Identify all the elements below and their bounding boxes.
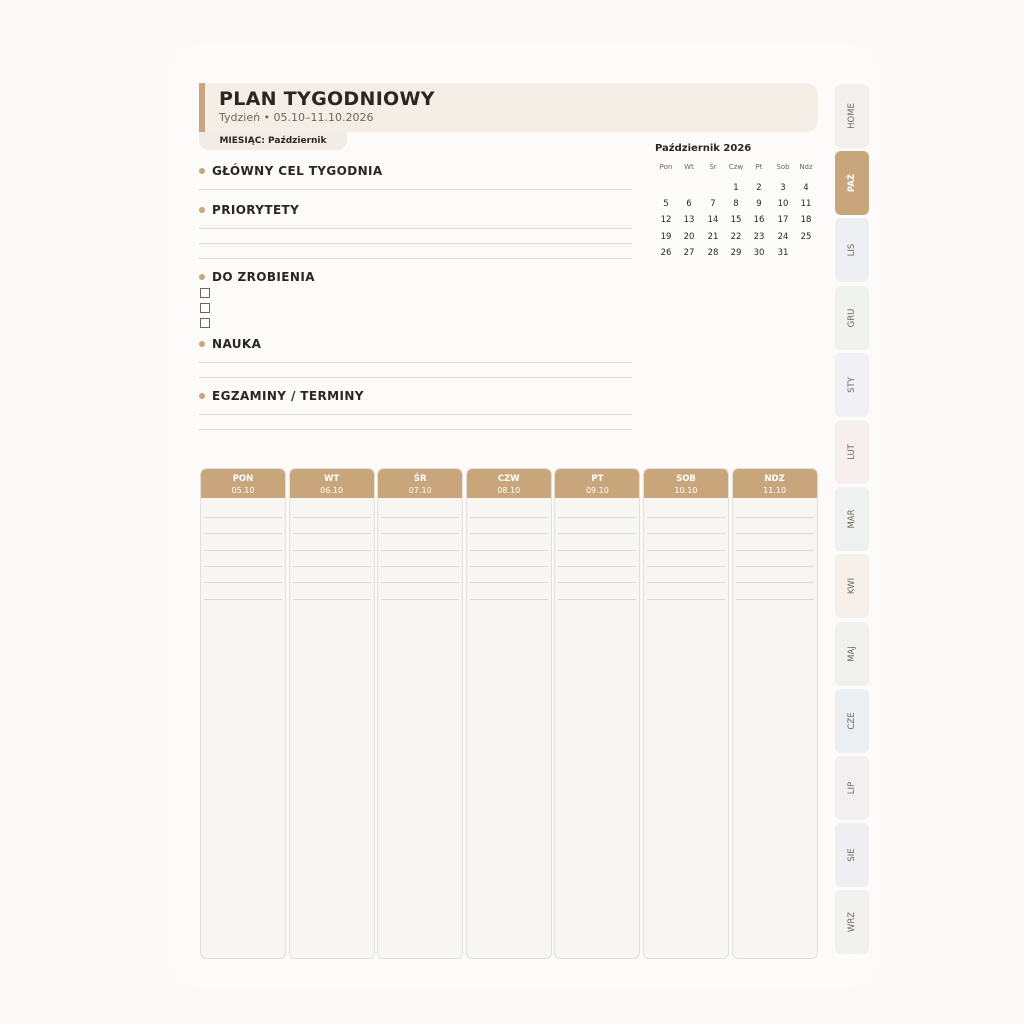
note-line[interactable] bbox=[558, 550, 636, 551]
calendar-day[interactable]: 13 bbox=[683, 215, 695, 226]
tab-month[interactable] bbox=[835, 622, 869, 686]
calendar-day[interactable]: 7 bbox=[710, 199, 716, 210]
mini-calendar-title: Październik 2026 bbox=[655, 143, 752, 154]
bullet-icon bbox=[199, 341, 205, 347]
calendar-day[interactable]: 15 bbox=[730, 215, 742, 226]
tab-month[interactable] bbox=[835, 151, 869, 215]
tab-month[interactable] bbox=[835, 554, 869, 618]
day-name: PON bbox=[232, 474, 254, 484]
note-line[interactable] bbox=[204, 550, 282, 551]
study-line[interactable] bbox=[199, 377, 632, 378]
day-column[interactable] bbox=[732, 468, 818, 959]
calendar-day[interactable]: 14 bbox=[707, 215, 719, 226]
tab-home[interactable] bbox=[835, 84, 869, 148]
note-line[interactable] bbox=[381, 599, 459, 600]
day-column[interactable] bbox=[289, 468, 375, 959]
day-name: WT bbox=[324, 474, 340, 484]
note-line[interactable] bbox=[736, 582, 814, 583]
note-line[interactable] bbox=[470, 533, 548, 534]
note-line[interactable] bbox=[470, 517, 548, 518]
note-line[interactable] bbox=[293, 582, 371, 583]
note-line[interactable] bbox=[558, 566, 636, 567]
day-column[interactable] bbox=[466, 468, 552, 959]
priority-line[interactable] bbox=[199, 243, 632, 244]
note-line[interactable] bbox=[736, 550, 814, 551]
calendar-day[interactable]: 10 bbox=[777, 199, 789, 210]
exams-line[interactable] bbox=[199, 429, 632, 430]
tab-label: MAJ bbox=[847, 645, 857, 662]
calendar-weekday: Pon bbox=[659, 163, 673, 171]
section-priorities bbox=[199, 203, 299, 217]
tab-month[interactable] bbox=[835, 218, 869, 282]
calendar-day[interactable]: 23 bbox=[753, 231, 765, 242]
calendar-day[interactable]: 30 bbox=[753, 247, 765, 258]
note-line[interactable] bbox=[736, 517, 814, 518]
calendar-day[interactable]: 18 bbox=[800, 215, 812, 226]
day-header bbox=[467, 469, 551, 498]
tab-label: MAR bbox=[847, 509, 857, 529]
section-exams-label: EGZAMINY / TERMINY bbox=[212, 389, 364, 403]
bullet-icon bbox=[199, 207, 205, 213]
tab-month[interactable] bbox=[835, 487, 869, 551]
note-line[interactable] bbox=[381, 517, 459, 518]
calendar-day[interactable]: 12 bbox=[660, 215, 672, 226]
note-line[interactable] bbox=[204, 533, 282, 534]
day-header bbox=[290, 469, 374, 498]
calendar-day[interactable]: 28 bbox=[707, 247, 719, 258]
tab-month[interactable] bbox=[835, 420, 869, 484]
note-line[interactable] bbox=[558, 599, 636, 600]
note-line[interactable] bbox=[647, 533, 725, 534]
note-line[interactable] bbox=[381, 582, 459, 583]
todo-checkbox[interactable] bbox=[200, 288, 210, 298]
note-line[interactable] bbox=[647, 566, 725, 567]
calendar-day[interactable]: 6 bbox=[686, 199, 692, 210]
section-study bbox=[199, 337, 261, 351]
section-priorities-label: PRIORYTETY bbox=[212, 203, 300, 217]
calendar-day[interactable]: 1 bbox=[733, 183, 739, 193]
note-line[interactable] bbox=[647, 582, 725, 583]
tab-label: PAŹ bbox=[847, 174, 857, 193]
day-date: 08.10 bbox=[497, 486, 521, 495]
section-goal bbox=[199, 164, 383, 178]
note-line[interactable] bbox=[293, 599, 371, 600]
calendar-weekday: Sob bbox=[776, 163, 790, 171]
day-header bbox=[644, 469, 728, 498]
calendar-day[interactable]: 31 bbox=[777, 247, 789, 258]
tab-label: LIP bbox=[847, 781, 857, 795]
tab-label: GRU bbox=[847, 308, 857, 327]
section-study-label: NAUKA bbox=[212, 337, 262, 351]
day-name: ŚR bbox=[413, 474, 427, 484]
day-header bbox=[201, 469, 285, 498]
note-line[interactable] bbox=[470, 599, 548, 600]
calendar-weekday: Czw bbox=[728, 163, 744, 171]
page-header bbox=[199, 83, 818, 132]
goal-line[interactable] bbox=[199, 189, 632, 190]
note-line[interactable] bbox=[736, 599, 814, 600]
note-line[interactable] bbox=[381, 550, 459, 551]
calendar-day[interactable]: 4 bbox=[803, 183, 809, 193]
note-line[interactable] bbox=[204, 599, 282, 600]
note-line[interactable] bbox=[647, 599, 725, 600]
note-line[interactable] bbox=[470, 566, 548, 567]
tab-month[interactable] bbox=[835, 756, 869, 820]
calendar-day[interactable]: 24 bbox=[777, 231, 789, 242]
calendar-day[interactable]: 29 bbox=[730, 247, 742, 258]
note-line[interactable] bbox=[204, 517, 282, 518]
tab-month[interactable] bbox=[835, 823, 869, 887]
day-name: SOB bbox=[676, 474, 696, 484]
tab-label: LIS bbox=[847, 244, 857, 257]
calendar-day[interactable]: 19 bbox=[660, 231, 672, 242]
calendar-day[interactable]: 25 bbox=[800, 231, 812, 242]
bullet-icon bbox=[199, 274, 205, 280]
study-line[interactable] bbox=[199, 362, 632, 363]
calendar-day[interactable]: 21 bbox=[707, 231, 719, 242]
calendar-day[interactable]: 11 bbox=[800, 199, 812, 210]
section-todo-label: DO ZROBIENIA bbox=[212, 270, 315, 284]
tab-label: CZE bbox=[847, 712, 857, 730]
calendar-day[interactable]: 3 bbox=[780, 183, 786, 193]
note-line[interactable] bbox=[293, 566, 371, 567]
day-date: 10.10 bbox=[674, 486, 698, 495]
calendar-day[interactable]: 8 bbox=[733, 199, 739, 210]
note-line[interactable] bbox=[558, 582, 636, 583]
day-date: 06.10 bbox=[320, 486, 344, 495]
month-tag: MIESIĄC: Październik bbox=[199, 132, 347, 150]
note-line[interactable] bbox=[293, 550, 371, 551]
tab-month[interactable] bbox=[835, 689, 869, 753]
section-goal-label: GŁÓWNY CEL TYGODNIA bbox=[212, 164, 383, 178]
tab-label: WRZ bbox=[847, 912, 857, 933]
note-line[interactable] bbox=[647, 550, 725, 551]
calendar-weekday: Śr bbox=[709, 163, 717, 171]
tab-label: LUT bbox=[847, 444, 857, 460]
calendar-day[interactable]: 20 bbox=[683, 231, 695, 242]
note-line[interactable] bbox=[736, 566, 814, 567]
note-line[interactable] bbox=[293, 517, 371, 518]
day-date: 07.10 bbox=[408, 486, 432, 495]
day-date: 09.10 bbox=[585, 486, 609, 495]
todo-checkbox[interactable] bbox=[200, 318, 210, 328]
week-range: Tydzień • 05.10–11.10.2026 bbox=[219, 111, 374, 124]
day-name: NDZ bbox=[764, 474, 785, 484]
priority-line[interactable] bbox=[199, 258, 632, 259]
tab-month[interactable] bbox=[835, 890, 869, 954]
day-column[interactable] bbox=[377, 468, 463, 959]
day-name: PT bbox=[591, 474, 604, 484]
todo-checkbox[interactable] bbox=[200, 303, 210, 313]
exams-line[interactable] bbox=[199, 414, 632, 415]
page-title: PLAN TYGODNIOWY bbox=[219, 88, 435, 110]
note-line[interactable] bbox=[381, 566, 459, 567]
day-date: 05.10 bbox=[231, 486, 255, 495]
day-date: 11.10 bbox=[763, 486, 787, 495]
note-line[interactable] bbox=[736, 533, 814, 534]
calendar-day[interactable]: 5 bbox=[663, 199, 669, 210]
section-exams bbox=[199, 389, 364, 403]
note-line[interactable] bbox=[470, 550, 548, 551]
day-header bbox=[733, 469, 817, 498]
calendar-day[interactable]: 27 bbox=[683, 247, 695, 258]
section-todo bbox=[199, 270, 315, 284]
calendar-day[interactable]: 17 bbox=[777, 215, 789, 226]
note-line[interactable] bbox=[204, 582, 282, 583]
calendar-weekday: Pt bbox=[755, 163, 763, 171]
calendar-weekday: Ndz bbox=[799, 163, 813, 171]
note-line[interactable] bbox=[470, 582, 548, 583]
calendar-day[interactable]: 16 bbox=[753, 215, 765, 226]
tab-month[interactable] bbox=[835, 286, 869, 350]
calendar-day[interactable]: 9 bbox=[756, 199, 762, 210]
day-header bbox=[555, 469, 639, 498]
day-column[interactable] bbox=[200, 468, 286, 959]
priority-line[interactable] bbox=[199, 228, 632, 229]
note-line[interactable] bbox=[293, 533, 371, 534]
header-accent-bar bbox=[199, 83, 205, 132]
tab-label: SIE bbox=[847, 848, 857, 862]
tab-month[interactable] bbox=[835, 353, 869, 417]
note-line[interactable] bbox=[204, 566, 282, 567]
note-line[interactable] bbox=[647, 517, 725, 518]
tab-label: KWI bbox=[847, 578, 857, 595]
day-header bbox=[378, 469, 462, 498]
calendar-day[interactable]: 2 bbox=[756, 183, 762, 193]
tab-label: STY bbox=[847, 376, 857, 393]
calendar-weekday: Wt bbox=[684, 163, 694, 171]
bullet-icon bbox=[199, 393, 205, 399]
note-line[interactable] bbox=[381, 533, 459, 534]
day-name: CZW bbox=[497, 474, 520, 484]
note-line[interactable] bbox=[558, 517, 636, 518]
calendar-day[interactable]: 26 bbox=[660, 247, 672, 258]
bullet-icon bbox=[199, 168, 205, 174]
tab-label: HOME bbox=[847, 103, 857, 129]
calendar-day[interactable]: 22 bbox=[730, 231, 742, 242]
day-column[interactable] bbox=[554, 468, 640, 959]
day-column[interactable] bbox=[643, 468, 729, 959]
note-line[interactable] bbox=[558, 533, 636, 534]
